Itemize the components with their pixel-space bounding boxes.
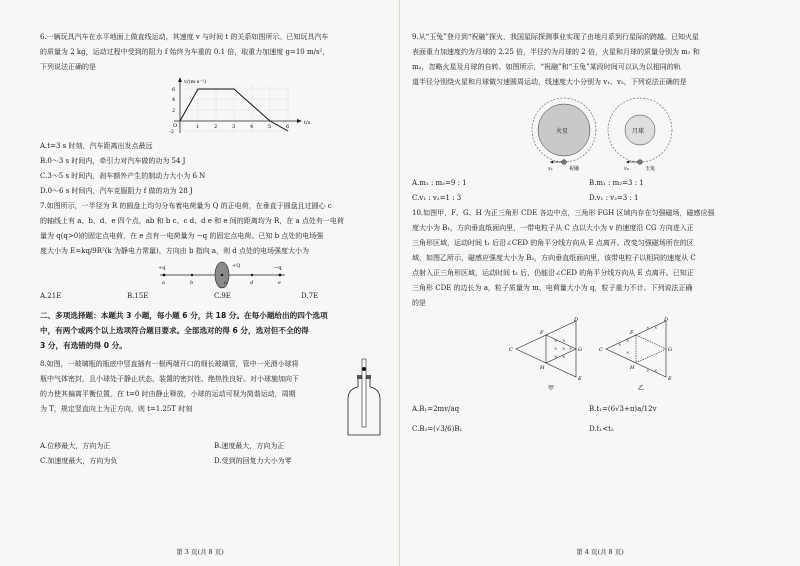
q9-stem-line4: 道半径分别绕火星和月球做匀速圆周运动，线速度大小分别为 v₁、v₂，下列说法正确的是 xyxy=(412,78,687,86)
svg-text:×: × xyxy=(646,368,650,373)
svg-text:×: × xyxy=(562,346,566,351)
q10-triangle-figures xyxy=(502,317,682,393)
q8-options-row2 xyxy=(40,454,388,469)
q10-label-yi: 乙 xyxy=(638,385,645,392)
q6-graph-ytick: 6 xyxy=(172,87,176,93)
q9-orbit-figure xyxy=(522,94,682,172)
q7-label-a: a xyxy=(162,280,165,286)
q6-option-c: C.3～5 s 时间内，刹车额外产生的制动力大小为 6 N xyxy=(40,172,206,180)
q8-option-b: B.速度最大，方向为正 xyxy=(214,442,285,450)
q10-label-C: C xyxy=(599,347,603,353)
q10-stem-line7: 的是 xyxy=(412,299,426,307)
q9-stem-line2: 表面重力加速度约为月球的 2.25 倍，半径约为月球的 2 倍，火星和月球的质量分别为 m₁ 和 xyxy=(412,48,700,56)
q6-option-d: D.0～6 s 时间内，汽车克服阻力 f 做的功为 28 J xyxy=(40,187,193,195)
q6-graph-ytick: -2 xyxy=(169,129,174,135)
q9-stem-line1: 9.从“玉兔”登月到“祝融”探火，我国星际探测事业实现了由地月系到行星际的跨越。已知火星 xyxy=(412,33,699,41)
q10-stem-line2: 度大小为 B₁，方向垂直纸面向里，一带电粒子从 C 点以大小为 v 的速度沿 CG 方向进入正 xyxy=(412,224,694,232)
q9-label-moon: 月球 xyxy=(632,128,645,135)
q9-label-mars: 火星 xyxy=(556,128,569,135)
page-4-footer: 第 4 页(共 8 页) xyxy=(576,548,624,556)
q7-label-minus-q: −q xyxy=(274,265,282,271)
q6-vt-graph xyxy=(160,75,380,139)
q9-label-v2: v₂ xyxy=(624,166,629,172)
q9-label-zhurong: 祝融 xyxy=(569,166,580,172)
q10-label-D: D xyxy=(574,317,579,323)
q10-label-F: F xyxy=(630,330,634,336)
q6-graph-xtick: 5 xyxy=(268,124,272,130)
q9-option-b: B.m₁ : m₂=3 : 1 xyxy=(589,179,644,187)
svg-text:×: × xyxy=(562,354,566,359)
q8-stem-line3: 的力使其偏离平衡位置，在 t=0 时由静止释放，小球的运动可视为简谐运动，周期 xyxy=(40,390,296,398)
q7-stem-line4: 度大小为 E=kq/9R²(k 为静电力常量)，方向由 b 指向 a，则 d 点处的电场强度大小为 xyxy=(40,247,310,255)
q7-disk-figure xyxy=(140,259,300,289)
q7-option-a: A.21E xyxy=(40,292,62,300)
q6-stem-line2: 的质量为 2 kg，运动过程中受到的阻力 f 始终为车重的 0.1 倍，取重力加速度 g=10 m/s²， xyxy=(40,48,330,56)
q10-option-d: D.t₁<t₂ xyxy=(589,425,614,433)
svg-text:×: × xyxy=(554,346,558,351)
q9-stem-line3: m₂，忽略火星及月球的自转。如图所示，“祝融”和“玉兔”某段时间可以认为以相同的轨 xyxy=(412,63,681,71)
q6-graph-xtick: 2 xyxy=(214,124,218,130)
svg-text:×: × xyxy=(626,338,630,343)
q7-options xyxy=(40,289,388,304)
svg-text:×: × xyxy=(569,346,573,351)
section2-heading-line1: 二、多项选择题：本题共 3 小题，每小题 6 分，共 18 分。在每小题给出的四个选项 xyxy=(40,311,328,320)
svg-text:×: × xyxy=(654,368,658,373)
q9-option-d: D.v₁ : v₂=3 : 1 xyxy=(589,194,639,202)
q10-label-C: C xyxy=(509,347,513,353)
q6-stem-line1: 6.一辆玩具汽车在水平地面上做直线运动，其速度 v 与时间 t 的关系如图所示。已知玩具汽车 xyxy=(40,33,329,41)
q6-graph-origin: O xyxy=(173,123,178,129)
q6-option-b: B.0～3 s 时间内，牵引力对汽车做的功为 54 J xyxy=(40,157,186,165)
section2-heading-line3: 3 分，有选错的得 0 分。 xyxy=(40,341,127,350)
q9-options-row1 xyxy=(412,176,766,191)
page-4 xyxy=(400,0,800,566)
q7-option-d: D.7E xyxy=(301,292,319,300)
q7-stem-line3: 量为 q(q>0)的固定点电荷，在 e 点有一电荷量为 −q 的固定点电荷。已知 b 点处的电场强 xyxy=(40,232,324,240)
q6-graph-xtick: 1 xyxy=(196,124,200,130)
q7-stem-line2: 的轴线上有 a、b、d、e 四个点，ab 和 b c、c d、d e 和 e 间的距离均为 R，在 a 点处有一电荷 xyxy=(40,217,344,225)
q10-label-E: E xyxy=(668,376,672,382)
q9-options-row2 xyxy=(412,191,766,206)
q8-option-c: C.加速度最大，方向为负 xyxy=(40,457,118,465)
q10-options-row1 xyxy=(412,399,766,419)
q10-option-c: C.B₂=(√3/6)B₁ xyxy=(412,425,463,433)
q8-stem-line4: 为 T，规定竖直向上为正方向，则 t=1.25T 时刻 xyxy=(40,405,193,413)
q6-stem-line3: 下列说法正确的是 xyxy=(40,63,96,71)
q6-graph-xtick: 4 xyxy=(250,124,254,130)
q8-options-row1 xyxy=(40,439,388,454)
q6-graph-ytick: 2 xyxy=(172,108,176,114)
q8-stem-line1: 8.如图，一玻璃瓶的瓶底中竖直插有一根两端开口的细长玻璃管，管中一光滑小球将 xyxy=(40,360,299,368)
svg-text:×: × xyxy=(646,325,650,330)
q7-label-plus-q: +q xyxy=(158,265,166,271)
q6-graph-ylabel: v/(m·s⁻¹) xyxy=(184,79,206,85)
section2-heading-line2: 中，有两个或两个以上选项符合题目要求。全部选对的得 6 分，选对但不全的得 xyxy=(40,326,309,335)
q9-label-yutu: 玉兔 xyxy=(645,166,656,172)
q10-label-F: F xyxy=(540,330,544,336)
q7-label-plus-Q: +Q xyxy=(232,263,241,269)
q6-option-a: A.t=3 s 时刻，汽车距离出发点最远 xyxy=(40,142,153,150)
svg-text:×: × xyxy=(554,338,558,343)
q6-graph-ytick: 4 xyxy=(172,97,176,103)
q8-block xyxy=(40,357,388,439)
svg-text:×: × xyxy=(654,325,658,330)
svg-text:×: × xyxy=(562,338,566,343)
svg-text:×: × xyxy=(626,350,630,355)
q8-bottle-figure xyxy=(344,357,384,439)
q8-stem-line2: 瓶中气体密封，且小球处于静止状态，装置的密封性、绝热性良好。对小球施加向下 xyxy=(40,375,299,383)
svg-text:×: × xyxy=(554,354,558,359)
q10-label-jia: 甲 xyxy=(548,385,555,392)
page-3-footer: 第 3 页(共 8 页) xyxy=(176,548,224,556)
q10-label-H: H xyxy=(540,365,545,371)
q10-stem-line1: 10.如图甲，F、G、H 为正三角形 CDE 各边中点，三角形 FGH 区域内存在匀强磁场，磁感应强 xyxy=(412,209,715,217)
q10-stem-line5: 点射入正三角形区域，运动时间 t₂ 后，仍能沿∠CED 的角平分线方向从 E 点离开。已知正 xyxy=(412,269,694,277)
q9-option-a: A.m₁ : m₂=9 : 1 xyxy=(412,179,467,187)
q10-label-G: G xyxy=(668,347,672,353)
q9-option-c: C.v₁ : v₂=1 : 3 xyxy=(412,194,462,202)
svg-text:×: × xyxy=(618,342,622,347)
q10-label-D: D xyxy=(664,317,669,323)
q10-options-row2 xyxy=(412,419,766,439)
q10-stem-line6: 三角形 CDE 的边长为 a，粒子质量为 m、电荷量大小为 q，粒子重力不计。下列说法正确 xyxy=(412,284,693,292)
q6-graph-xtick: 3 xyxy=(232,124,236,130)
q10-stem-line3: 三角形区域，运动时间 t₁ 后沿∠CED 的角平分线方向从 E 点离开。改变匀强磁场所在的区 xyxy=(412,239,694,247)
q6-graph-xtick: 6 xyxy=(286,124,290,130)
q7-option-c: C.9E xyxy=(214,292,231,300)
q10-stem-line4: 域，如图乙所示，磁感应强度大小为 B₂，方向垂直纸面向里，该带电粒子以相同的速度从 C xyxy=(412,254,696,262)
q7-label-d: d xyxy=(250,280,254,286)
q10-label-E: E xyxy=(578,376,582,382)
q7-label-c: c xyxy=(224,280,227,286)
q6-graph-xlabel: t/s xyxy=(304,120,311,126)
q10-option-b: B.t₁=(6√3+π)a/12v xyxy=(589,405,657,413)
q10-label-H: H xyxy=(630,365,635,371)
q7-label-b: b xyxy=(190,280,194,286)
q10-label-G: G xyxy=(578,347,582,353)
q10-option-a: A.B₁=2mv/aq xyxy=(412,405,460,413)
q7-label-e: e xyxy=(278,280,281,286)
q9-label-v1: v₁ xyxy=(548,166,553,172)
q7-stem-line1: 7.如图所示，一半径为 R 的圆盘上均匀分布着电荷量为 Q 的正电荷，在垂直于圆盘且过圆心 c xyxy=(40,202,332,210)
q8-option-a: A.位移最大，方向为正 xyxy=(40,442,111,450)
q7-option-b: B.15E xyxy=(127,292,149,300)
q8-option-d: D.受到的回复力大小为零 xyxy=(214,457,292,465)
